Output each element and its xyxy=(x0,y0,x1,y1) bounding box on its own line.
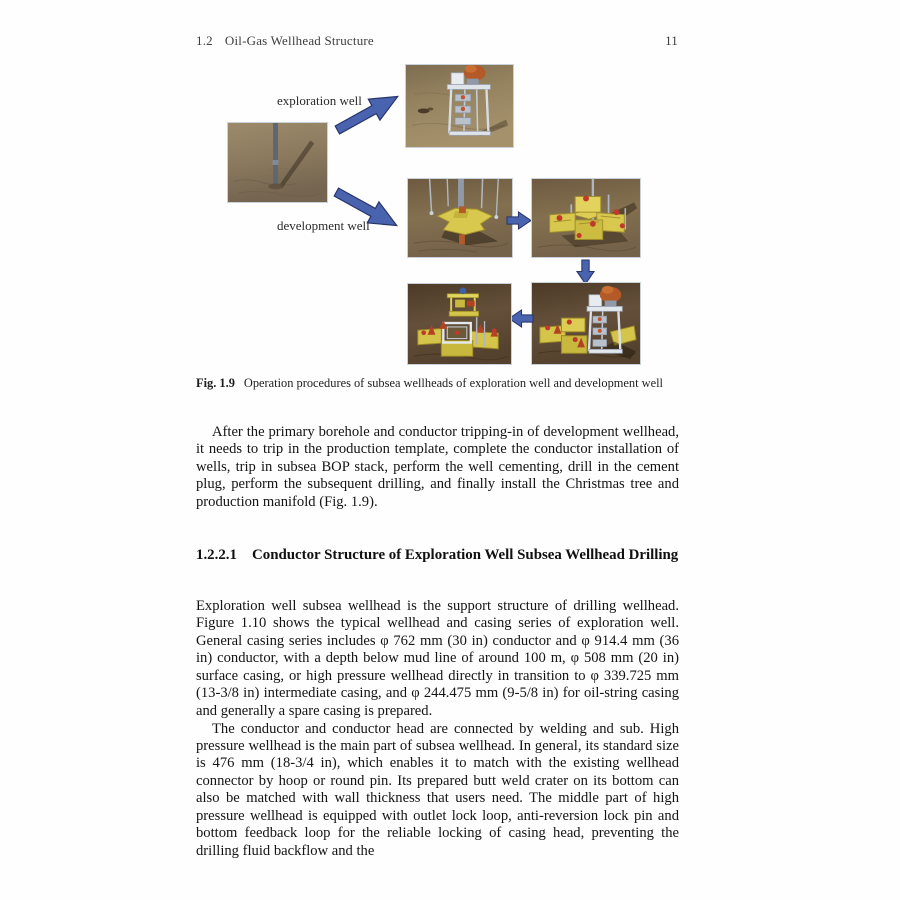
photo-template-lowering xyxy=(407,178,513,258)
paragraph-development-procedure: After the primary borehole and conductor tripping-in of development wellhead, it needs to trip in the production template, complete the conductor installation of wells, trip in subsea BOP stack, perform the well cementing, drill in the cement plug, perform the subsequent drilling, and finally install the Christmas tree and production manifold (Fig. 1.9). xyxy=(196,424,679,510)
figure-caption-text: Operation procedures of subsea wellheads of exploration well and development well xyxy=(243,376,663,390)
section-heading-title: Conductor Structure of Exploration Well Subsea Wellhead Drilling xyxy=(252,547,679,563)
figure-1-9 xyxy=(0,0,900,420)
page-number: 11 xyxy=(665,33,678,48)
label-exploration-well: exploration well xyxy=(277,93,362,108)
header-section-title: Oil-Gas Wellhead Structure xyxy=(224,33,374,48)
label-development-well: development well xyxy=(277,218,370,233)
section-heading-1-2-2-1 xyxy=(196,546,679,565)
paragraph-casing-series: Exploration well subsea wellhead is the support structure of drilling wellhead. Figure 1.10 shows the typical wellhead and casing series of exploration well. General casing series includes φ 762 mm (30 in) conductor and φ 914.4 mm (36 in) conductor, with a depth below mud line of around 100 m, φ 508 mm (20 in) surface casing, or high pressure wellhead directly in transition to φ 339.725 mm (13-3/8 in) intermediate casing, and φ 244.475 mm (9-5/8 in) for oil-string casing and generally a spare casing is prepared. xyxy=(196,598,679,719)
arrow-down-right-icon xyxy=(332,188,402,234)
photo-initial-conductor xyxy=(227,122,328,203)
figure-caption xyxy=(196,376,678,391)
header-section-number: 1.2 xyxy=(196,33,213,48)
arrow-right-icon xyxy=(507,211,532,230)
photo-exploration-wellhead xyxy=(405,64,514,148)
photo-christmas-tree-install xyxy=(407,283,512,365)
paragraph-conductor-head: The conductor and conductor head are connected by welding and sub. High pressure wellhead is the main part of subsea wellhead. In general, its standard size is 476 mm (18-3/4 in), which enables it to match with the existing wellhead connector by hoop or round pin. Its prepared butt weld crater on its bottom can also be matched with wall thickness that users need. The middle part of high pressure wellhead is equipped with outlet lock loop, anti-reversion lock pin and bottom feedback loop for the reliable locking of casing head, preventing the drilling fluid backflow and the xyxy=(196,720,679,859)
figure-caption-label: Fig. 1.9 xyxy=(196,376,235,390)
photo-template-installed xyxy=(531,178,641,258)
arrow-up-right-icon xyxy=(333,92,403,134)
photo-bop-on-template xyxy=(531,282,641,365)
section-heading-number: 1.2.2.1 xyxy=(196,547,237,563)
